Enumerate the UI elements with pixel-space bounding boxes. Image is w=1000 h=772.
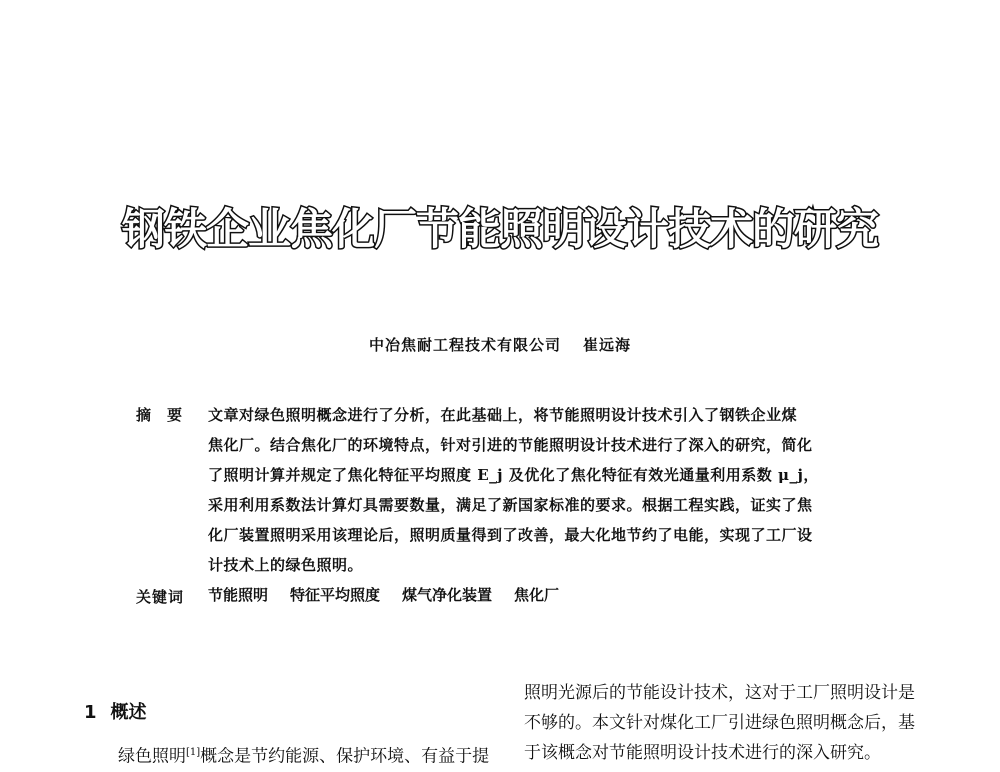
abstract-line: 化厂装置照明采用该理论后，照明质量得到了改善，最大化地节约了电能，实现了工厂设 [208, 526, 813, 544]
right-column-line: 不够的。本文针对煤化工厂引进绿色照明概念后，基 [524, 713, 915, 733]
page-title: 钢铁企业焦化厂节能照明设计技术的研究 [122, 205, 878, 255]
abstract-body [208, 400, 876, 580]
abstract-line: 焦化厂。结合焦化厂的环境特点，针对引进的节能照明设计技术进行了深入的研究，简化 [208, 436, 813, 454]
left-text-start: 绿色照明 [118, 746, 186, 767]
right-column-paragraph [524, 678, 924, 768]
keywords-list [208, 584, 559, 605]
keyword: 煤气净化装置 [402, 586, 493, 604]
section-heading [84, 698, 147, 724]
reference-marker: [1] [186, 747, 201, 758]
right-column-line: 照明光源后的节能设计技术，这对于工厂照明设计是 [524, 683, 915, 703]
keyword: 焦化厂 [514, 586, 560, 604]
left-text-end: 概念是节约能源、保护环境、有益于提 [200, 746, 490, 767]
keyword: 节能照明 [208, 586, 269, 604]
author: 崔远海 [583, 336, 632, 354]
byline [0, 334, 1000, 355]
abstract-line: 文章对绿色照明概念进行了分析，在此基础上，将节能照明设计技术引入了钢铁企业煤 [208, 406, 798, 424]
section-number: 1 [84, 702, 97, 723]
right-column-line: 于该概念对节能照明设计技术进行的深入研究。 [524, 743, 881, 763]
left-column-paragraph [118, 738, 488, 772]
abstract-line: 了照明计算并规定了焦化特征平均照度 E_j 及优化了焦化特征有效光通量利用系数 μ_j， [208, 466, 819, 484]
section-title: 概述 [110, 702, 147, 723]
abstract-line: 计技术上的绿色照明。 [208, 556, 364, 574]
abstract-line: 采用利用系数法计算灯具需要数量，满足了新国家标准的要求。根据工程实践，证实了焦 [208, 496, 813, 514]
affiliation: 中冶焦耐工程技术有限公司 [368, 336, 561, 354]
abstract-label: 摘要 [136, 406, 199, 424]
keywords-label: 关键词 [136, 588, 185, 606]
keyword: 特征平均照度 [290, 586, 381, 604]
